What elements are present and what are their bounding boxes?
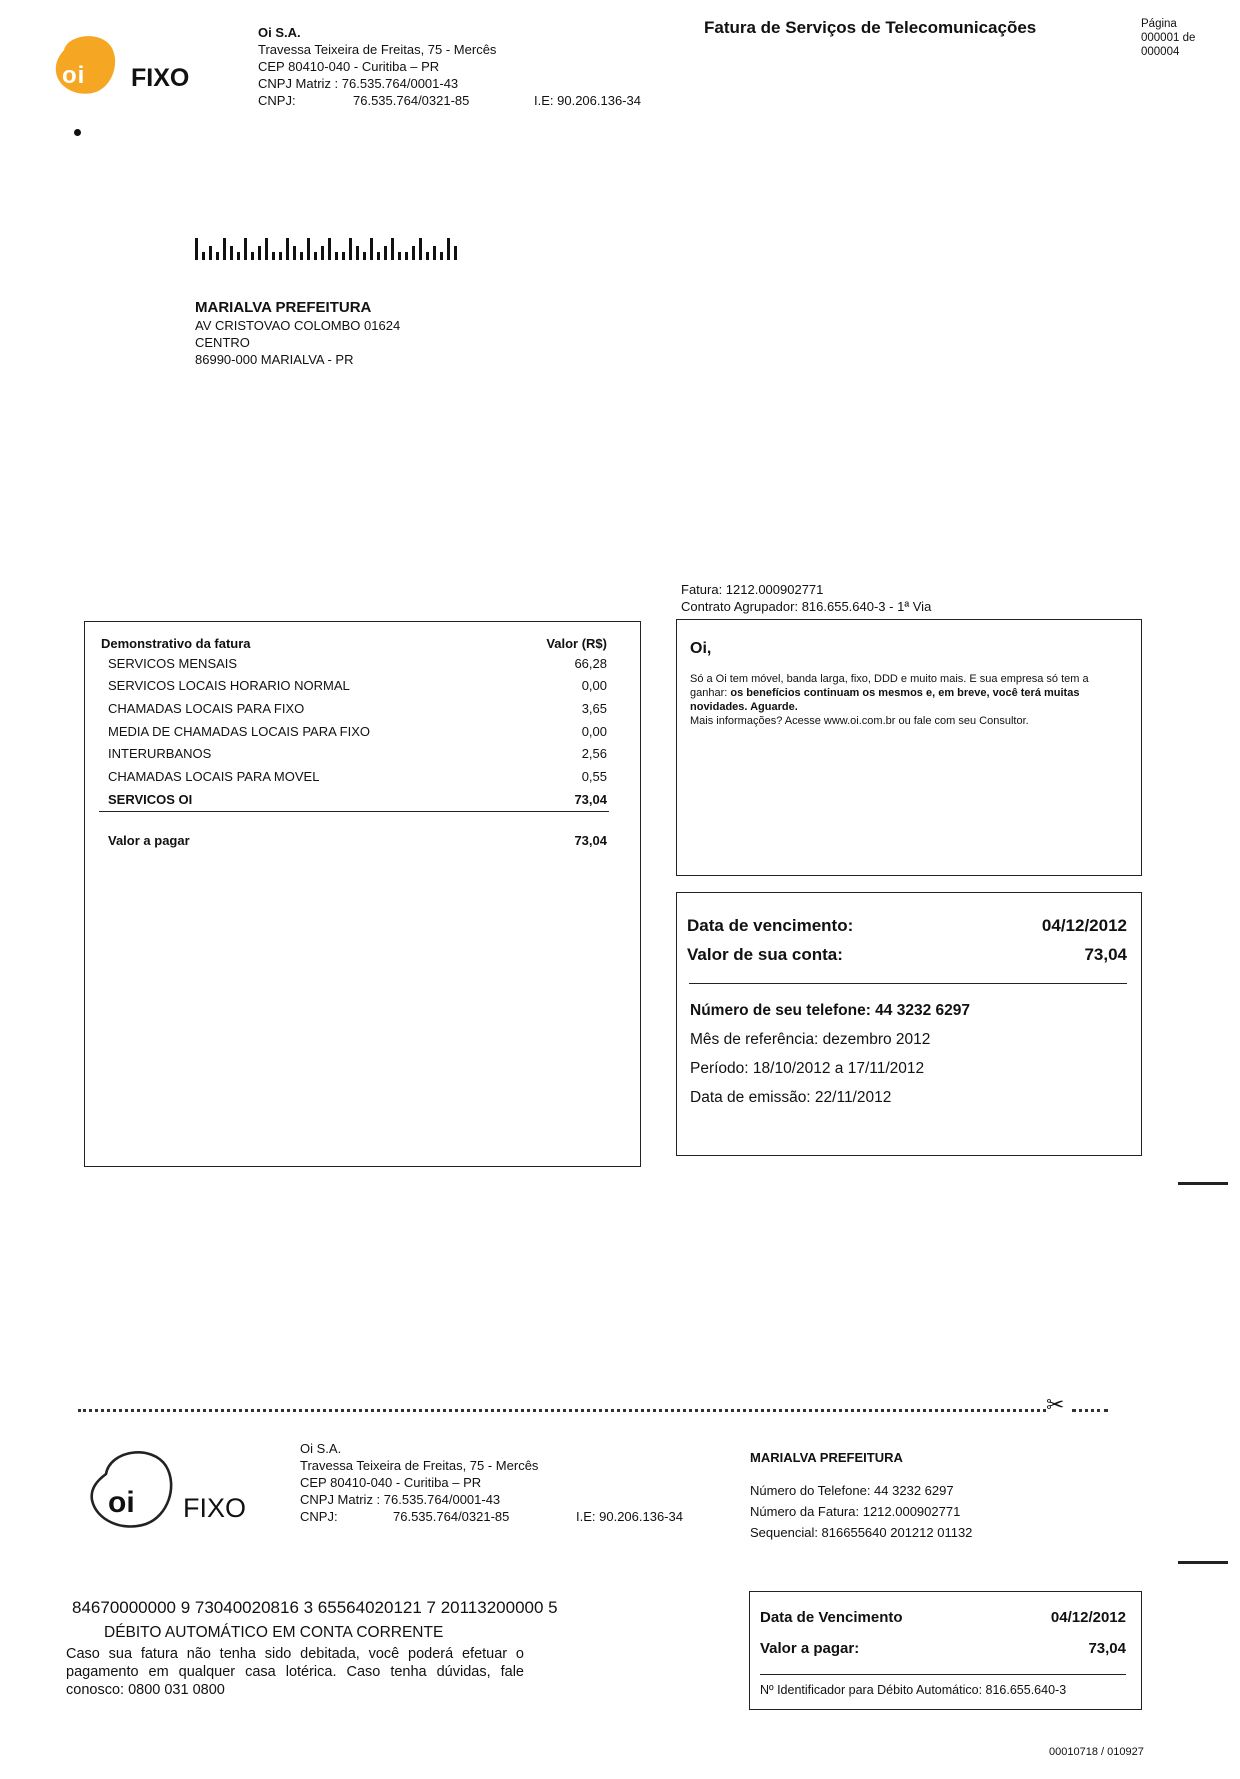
company-name: Oi S.A. [258,25,301,40]
stub-address-1: Travessa Teixeira de Freitas, 75 - Mercês [300,1458,539,1473]
total-label: Valor a pagar [108,832,190,848]
message-box [676,619,1142,876]
barcode-bar [279,252,282,260]
barcode-bar [237,252,240,260]
amount-value: 73,04 [1084,945,1127,964]
company-cnpj-label: CNPJ: [258,93,296,108]
line-item-value: 0,00 [581,678,607,694]
stub-sequencial: Sequencial: 816655640 201212 01132 [750,1525,973,1540]
demonstrativo-items [101,652,607,788]
message-text [690,672,1128,714]
cut-line [78,1409,1046,1412]
stub-cnpj-matriz: CNPJ Matriz : 76.535.764/0001-43 [300,1492,501,1507]
edge-tick-2 [1178,1561,1228,1564]
line-item-label: CHAMADAS LOCAIS PARA MOVEL [108,768,320,784]
value-header: Valor (R$) [546,636,607,651]
barcode-bar [419,238,422,260]
postal-barcode [195,236,457,260]
barcode-bar [223,238,226,260]
line-item [108,765,607,788]
line-item-label: SERVICOS MENSAIS [108,655,238,671]
line-item-value: 3,65 [581,700,607,716]
barcode-bar [202,252,205,260]
barcode-bar [314,252,317,260]
dot-mark [74,129,81,136]
stub-debit-id: Nº Identificador para Débito Automático: 816.655.640-3 [760,1683,1067,1697]
invoice-number: Fatura: 1212.000902771 [681,582,824,597]
oi-logo-icon [50,28,122,100]
barcode-bar [440,252,443,260]
amount-label: Valor de sua conta: [687,945,843,964]
line-item-label: SERVICOS LOCAIS HORARIO NORMAL [108,678,350,694]
barcode-bar [300,252,303,260]
line-item [108,652,607,675]
stub-phone: Número do Telefone: 44 3232 6297 [750,1483,954,1498]
company-block [258,24,678,109]
line-item [108,720,607,743]
footer-code: 00010718 / 010927 [1049,1746,1144,1758]
scissors-icon: ✂ [1046,1392,1065,1417]
stub-logo [86,1440,182,1532]
line-item [108,697,607,720]
company-cnpj-value: 76.535.764/0321-85 [353,93,470,108]
due-value: 04/12/2012 [1041,916,1127,935]
barcode-bar [251,252,254,260]
line-item-value: 0,55 [581,768,607,784]
due-label: Data de vencimento: [687,916,854,935]
line-item [108,675,607,698]
stub-cnpj-value: 76.535.764/0321-85 [393,1509,510,1524]
phone-number: Número de seu telefone: 44 3232 6297 [690,1002,970,1019]
stub-amount-row [760,1633,1126,1664]
stub-due-row [760,1602,1126,1633]
barcode-bar [342,252,345,260]
debit-title: DÉBITO AUTOMÁTICO EM CONTA CORRENTE [104,1624,444,1641]
barcode-bar [265,238,268,260]
stub-company-name: Oi S.A. [300,1441,342,1456]
barcode-bar [258,246,261,260]
barcode-bar [405,252,408,260]
barcode-bar [426,252,429,260]
message-greeting: Oi, [690,640,712,657]
issue-date: Data de emissão: 22/11/2012 [690,1089,892,1106]
barcode-bar [272,252,275,260]
stub-payment-box [749,1591,1142,1710]
subtotal-divider [99,811,609,812]
stub-logo-text: oi [108,1486,135,1519]
company-address-1: Travessa Teixeira de Freitas, 75 - Mercês [258,42,497,57]
barcode-bar [398,252,401,260]
line-item-value: 66,28 [574,655,607,671]
page-label: Página [1141,18,1177,30]
line-item-label: MEDIA DE CHAMADAS LOCAIS PARA FIXO [108,723,370,739]
subtotal-value: 73,04 [574,791,607,807]
debit-text: Caso sua fatura não tenha sido debitada, você poderá efetuar o pagamento em qualquer casa lotérica. Caso tenha dúvidas, fale conosco: 0800 031 0800 [66,1646,524,1698]
barcode-bar [363,252,366,260]
cut-line-end [1072,1409,1108,1412]
summary-divider [689,983,1127,984]
contract-number: Contrato Agrupador: 816.655.640-3 - 1ª Via [681,599,932,614]
summary-box [676,892,1142,1156]
stub-divider [760,1674,1126,1675]
recipient-city: 86990-000 MARIALVA - PR [195,352,354,367]
recipient-district: CENTRO [195,335,250,350]
amount-row [687,940,1127,969]
barcode-bar [321,246,324,260]
barcode-bar [209,246,212,260]
barcode-bar [391,238,394,260]
stub-customer: MARIALVA PREFEITURA [750,1450,903,1465]
stub-customer-block [750,1449,972,1543]
barcode-bar [377,252,380,260]
message-text-bold: os benefícios continuam os mesmos e, em breve, você terá muitas novidades. Aguarde. [690,687,1080,713]
barcode-bar [286,238,289,260]
demonstrativo-box [84,621,641,1167]
stub-ie: I.E: 90.206.136-34 [576,1509,683,1524]
demonstrativo-title: Demonstrativo da fatura [101,636,251,651]
company-cnpj-matriz: CNPJ Matriz : 76.535.764/0001-43 [258,76,459,91]
stub-company-block [300,1440,720,1525]
stub-amount-value: 73,04 [1088,1640,1126,1657]
barcode-bar [433,246,436,260]
line-item-label: CHAMADAS LOCAIS PARA FIXO [108,700,305,716]
line-item-value: 2,56 [581,746,607,762]
recipient-street: AV CRISTOVAO COLOMBO 01624 [195,318,401,333]
barcode-bar [412,246,415,260]
page-current: 000001 de [1141,32,1196,44]
oi-logo [50,28,122,100]
barcode-bar [230,246,233,260]
stub-address-2: CEP 80410-040 - Curitiba – PR [300,1475,482,1490]
barcode-bar [328,238,331,260]
page-indicator [1141,17,1195,59]
reference-month: Mês de referência: dezembro 2012 [690,1031,931,1048]
barcode-bar [384,246,387,260]
total-row [101,832,607,849]
line-item-label: INTERURBANOS [108,746,212,762]
barcode-bar [370,238,373,260]
barcode-bar [356,246,359,260]
stub-invoice-number: Número da Fatura: 1212.000902771 [750,1504,961,1519]
stub-amount-label: Valor a pagar: [760,1640,860,1657]
recipient-block [195,298,400,368]
barcode-bar [244,238,247,260]
barcode-bar [335,252,338,260]
line-item-value: 0,00 [581,723,607,739]
line-item [108,742,607,765]
demonstrativo-header [101,635,607,652]
stub-product-name: FIXO [183,1493,247,1523]
oi-logo-text: oi [62,62,86,89]
message-info: Mais informações? Acesse www.oi.com.br ou fale com seu Consultor. [690,715,1029,727]
due-row [687,911,1127,940]
barcode-bar [447,238,450,260]
subtotal-row [101,791,607,811]
digitable-line: 84670000000 9 73040020816 3 65564020121 7 20113200000 5 [72,1598,558,1617]
barcode-bar [454,246,457,260]
barcode-bar [195,238,198,260]
product-name: FIXO [131,64,190,92]
company-address-2: CEP 80410-040 - Curitiba – PR [258,59,440,74]
company-ie: I.E: 90.206.136-34 [534,93,641,108]
total-value: 73,04 [574,832,607,848]
stub-due-label: Data de Vencimento [760,1609,903,1626]
barcode-bar [216,252,219,260]
barcode-bar [349,238,352,260]
recipient-name: MARIALVA PREFEITURA [195,299,372,316]
stub-due-value: 04/12/2012 [1050,1609,1126,1626]
message-text-plain: Só a Oi tem móvel, banda larga, fixo, DDD e muito mais. E sua empresa só tem a ganhar: [690,673,1089,699]
barcode-bar [307,238,310,260]
barcode-bar [293,246,296,260]
stub-cnpj-label: CNPJ: [300,1509,338,1524]
edge-tick-1 [1178,1182,1228,1185]
page-total: 000004 [1141,46,1180,58]
billing-period: Período: 18/10/2012 a 17/11/2012 [690,1060,925,1077]
invoice-ids [681,581,931,615]
document-title: Fatura de Serviços de Telecomunicações [704,18,1037,37]
subtotal-label: SERVICOS OI [108,791,193,807]
